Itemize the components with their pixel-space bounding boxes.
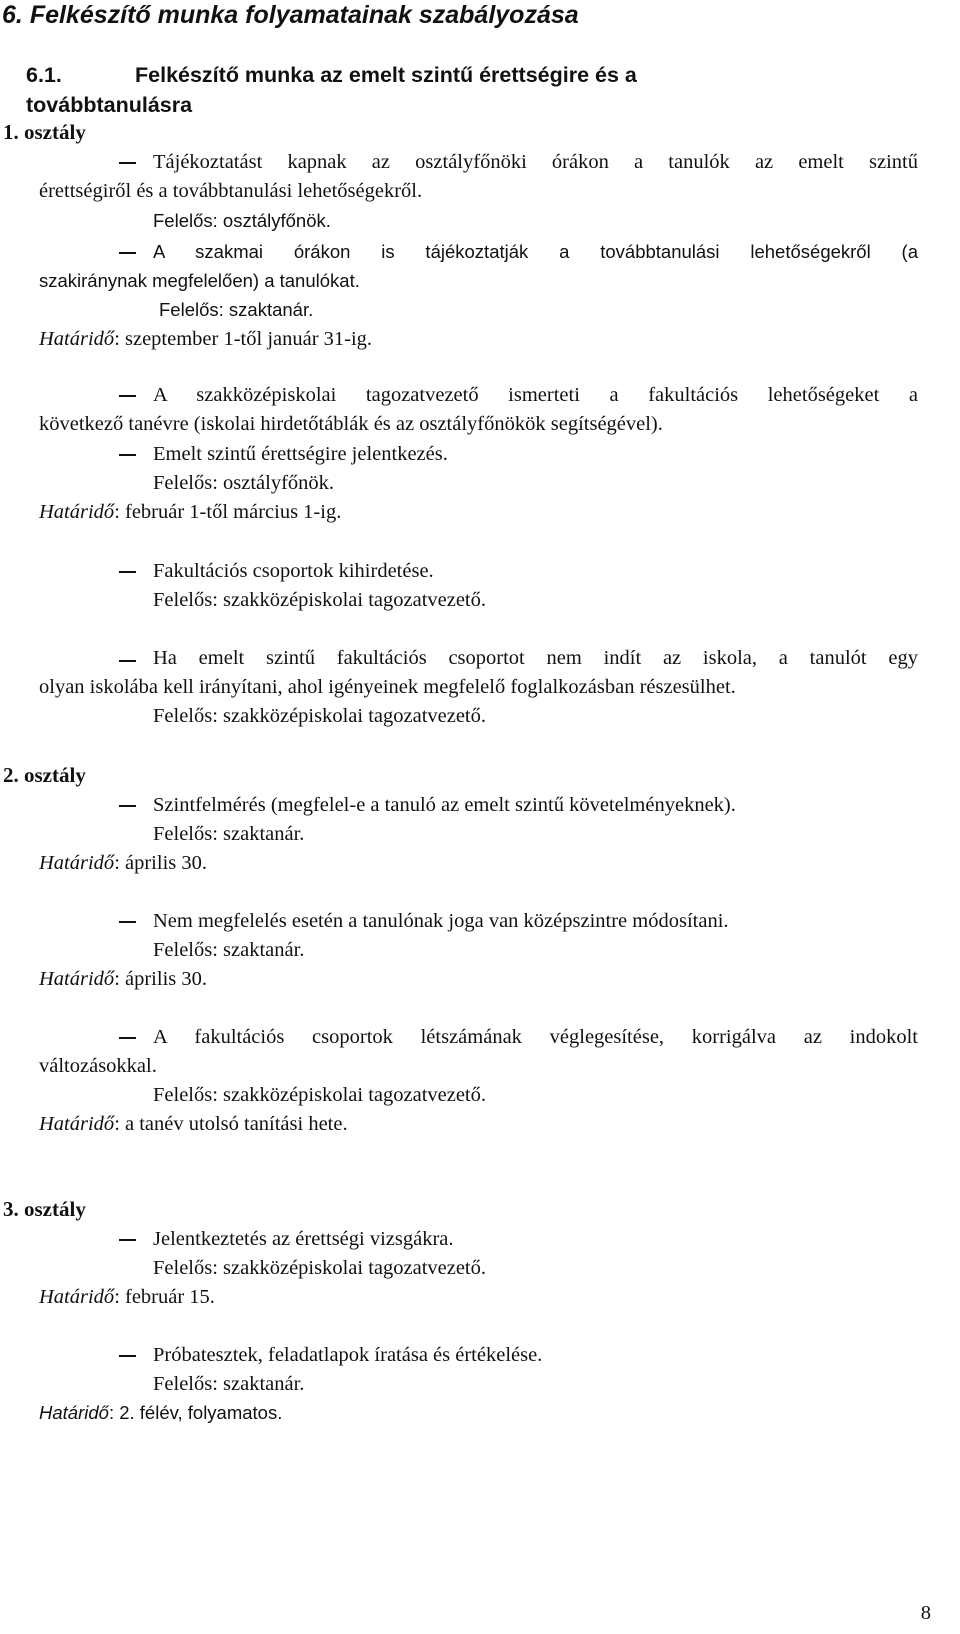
class2-item1-deadline bbox=[39, 850, 207, 876]
class2-item2-deadline bbox=[39, 966, 207, 992]
class3-item1-line1: Jelentkeztetés az érettségi vizsgákra. bbox=[153, 1228, 454, 1250]
class1-item3-line2: következő tanévre (iskolai hirdetőtáblák és az osztályfőnökök segítségével). bbox=[39, 413, 663, 435]
bullet-dash bbox=[119, 805, 136, 807]
class1-item6-responsible: Felelős: szakközépiskolai tagozatvezető. bbox=[153, 705, 487, 727]
deadline-label: Határidő bbox=[39, 1113, 115, 1135]
class3-item2-deadline bbox=[39, 1400, 282, 1426]
class1-item6-line2: olyan iskolába kell irányítani, ahol igényeinek megfelelő foglalkozásban részesülhet. bbox=[39, 676, 736, 698]
class2-item3-deadline bbox=[39, 1111, 348, 1137]
deadline-label: Határidő bbox=[39, 1286, 115, 1308]
deadline-value: : február 1-től március 1-ig. bbox=[114, 501, 342, 523]
deadline-value: : február 15. bbox=[114, 1286, 215, 1308]
class2-heading: 2. osztály bbox=[3, 763, 86, 787]
deadline-label: Határidő bbox=[39, 968, 115, 990]
bullet-dash bbox=[119, 1355, 136, 1357]
deadline-value: : április 30. bbox=[114, 852, 207, 874]
class1-item2-deadline bbox=[39, 326, 372, 352]
deadline-label: Határidő bbox=[39, 501, 115, 523]
class3-item2-responsible: Felelős: szaktanár. bbox=[153, 1373, 305, 1395]
class1-item3-line1: A szakközépiskolai tagozatvezető ismerteti a fakultációs lehetőségeket a bbox=[153, 384, 918, 406]
class1-item2-line1: A szakmai órákon is tájékoztatják a továbbtanulási lehetőségekről (a bbox=[153, 241, 918, 262]
class1-heading: 1. osztály bbox=[3, 120, 86, 144]
class1-item4-responsible: Felelős: osztályfőnök. bbox=[153, 472, 335, 494]
class1-item2-responsible: Felelős: szaktanár. bbox=[159, 299, 314, 320]
class1-item1-line1: Tájékoztatást kapnak az osztályfőnöki órákon a tanulók az emelt szintű bbox=[153, 151, 918, 173]
bullet-dash bbox=[119, 252, 136, 254]
bullet-dash bbox=[119, 454, 136, 456]
bullet-dash bbox=[119, 162, 136, 164]
section-title bbox=[2, 2, 579, 28]
bullet-dash bbox=[119, 1037, 136, 1039]
bullet-dash bbox=[119, 395, 136, 397]
class3-item1-deadline bbox=[39, 1284, 215, 1310]
class3-heading: 3. osztály bbox=[3, 1197, 86, 1221]
section-title-text: Felkészítő munka folyamatainak szabályozása bbox=[29, 1, 579, 29]
class2-item3-responsible: Felelős: szakközépiskolai tagozatvezető. bbox=[153, 1084, 487, 1106]
deadline-value: : a tanév utolsó tanítási hete. bbox=[114, 1113, 348, 1135]
class1-item2-line2: szakiránynak megfelelően) a tanulókat. bbox=[39, 270, 360, 291]
class1-item1-line2: érettségiről és a továbbtanulási lehetőségekről. bbox=[39, 180, 423, 202]
deadline-value: : 2. félév, folyamatos. bbox=[108, 1402, 283, 1423]
class2-item3-line1: A fakultációs csoportok létszámának véglegesítése, korrigálva az indokolt bbox=[153, 1026, 918, 1048]
subsection-title-line1: Felkészítő munka az emelt szintű érettségire és a bbox=[135, 63, 637, 87]
deadline-label: Határidő bbox=[39, 1402, 109, 1423]
class2-item1-line1: Szintfelmérés (megfelel-e a tanuló az emelt szintű követelményeknek). bbox=[153, 794, 736, 816]
bullet-dash bbox=[119, 660, 136, 662]
class1-item1-responsible: Felelős: osztályfőnök. bbox=[153, 210, 331, 231]
class1-item5-responsible: Felelős: szakközépiskolai tagozatvezető. bbox=[153, 589, 487, 611]
bullet-dash bbox=[119, 571, 136, 573]
class1-item6-line1: Ha emelt szintű fakultációs csoportot nem indít az iskola, a tanulót egy bbox=[153, 647, 918, 669]
class2-item1-responsible: Felelős: szaktanár. bbox=[153, 823, 305, 845]
deadline-value: : szeptember 1-től január 31-ig. bbox=[114, 328, 373, 350]
subsection-number: 6.1. bbox=[26, 63, 62, 87]
class1-item4-line1: Emelt szintű érettségire jelentkezés. bbox=[153, 443, 448, 465]
class3-item1-responsible: Felelős: szakközépiskolai tagozatvezető. bbox=[153, 1257, 487, 1279]
class1-item4-deadline bbox=[39, 499, 341, 525]
class2-item2-line1: Nem megfelelés esetén a tanulónak joga van középszintre módosítani. bbox=[153, 910, 729, 932]
class2-item3-line2: változásokkal. bbox=[39, 1055, 157, 1077]
bullet-dash bbox=[119, 1239, 136, 1241]
class2-item2-responsible: Felelős: szaktanár. bbox=[153, 939, 305, 961]
deadline-label: Határidő bbox=[39, 852, 115, 874]
class3-item2-line1: Próbatesztek, feladatlapok íratása és értékelése. bbox=[153, 1344, 543, 1366]
bullet-dash bbox=[119, 921, 136, 923]
section-number: 6. bbox=[2, 1, 23, 29]
subsection-title-line2: továbbtanulásra bbox=[26, 93, 193, 117]
class1-item5-line1: Fakultációs csoportok kihirdetése. bbox=[153, 560, 434, 582]
page-number: 8 bbox=[920, 1602, 931, 1624]
deadline-value: : április 30. bbox=[114, 968, 207, 990]
deadline-label: Határidő bbox=[39, 328, 115, 350]
